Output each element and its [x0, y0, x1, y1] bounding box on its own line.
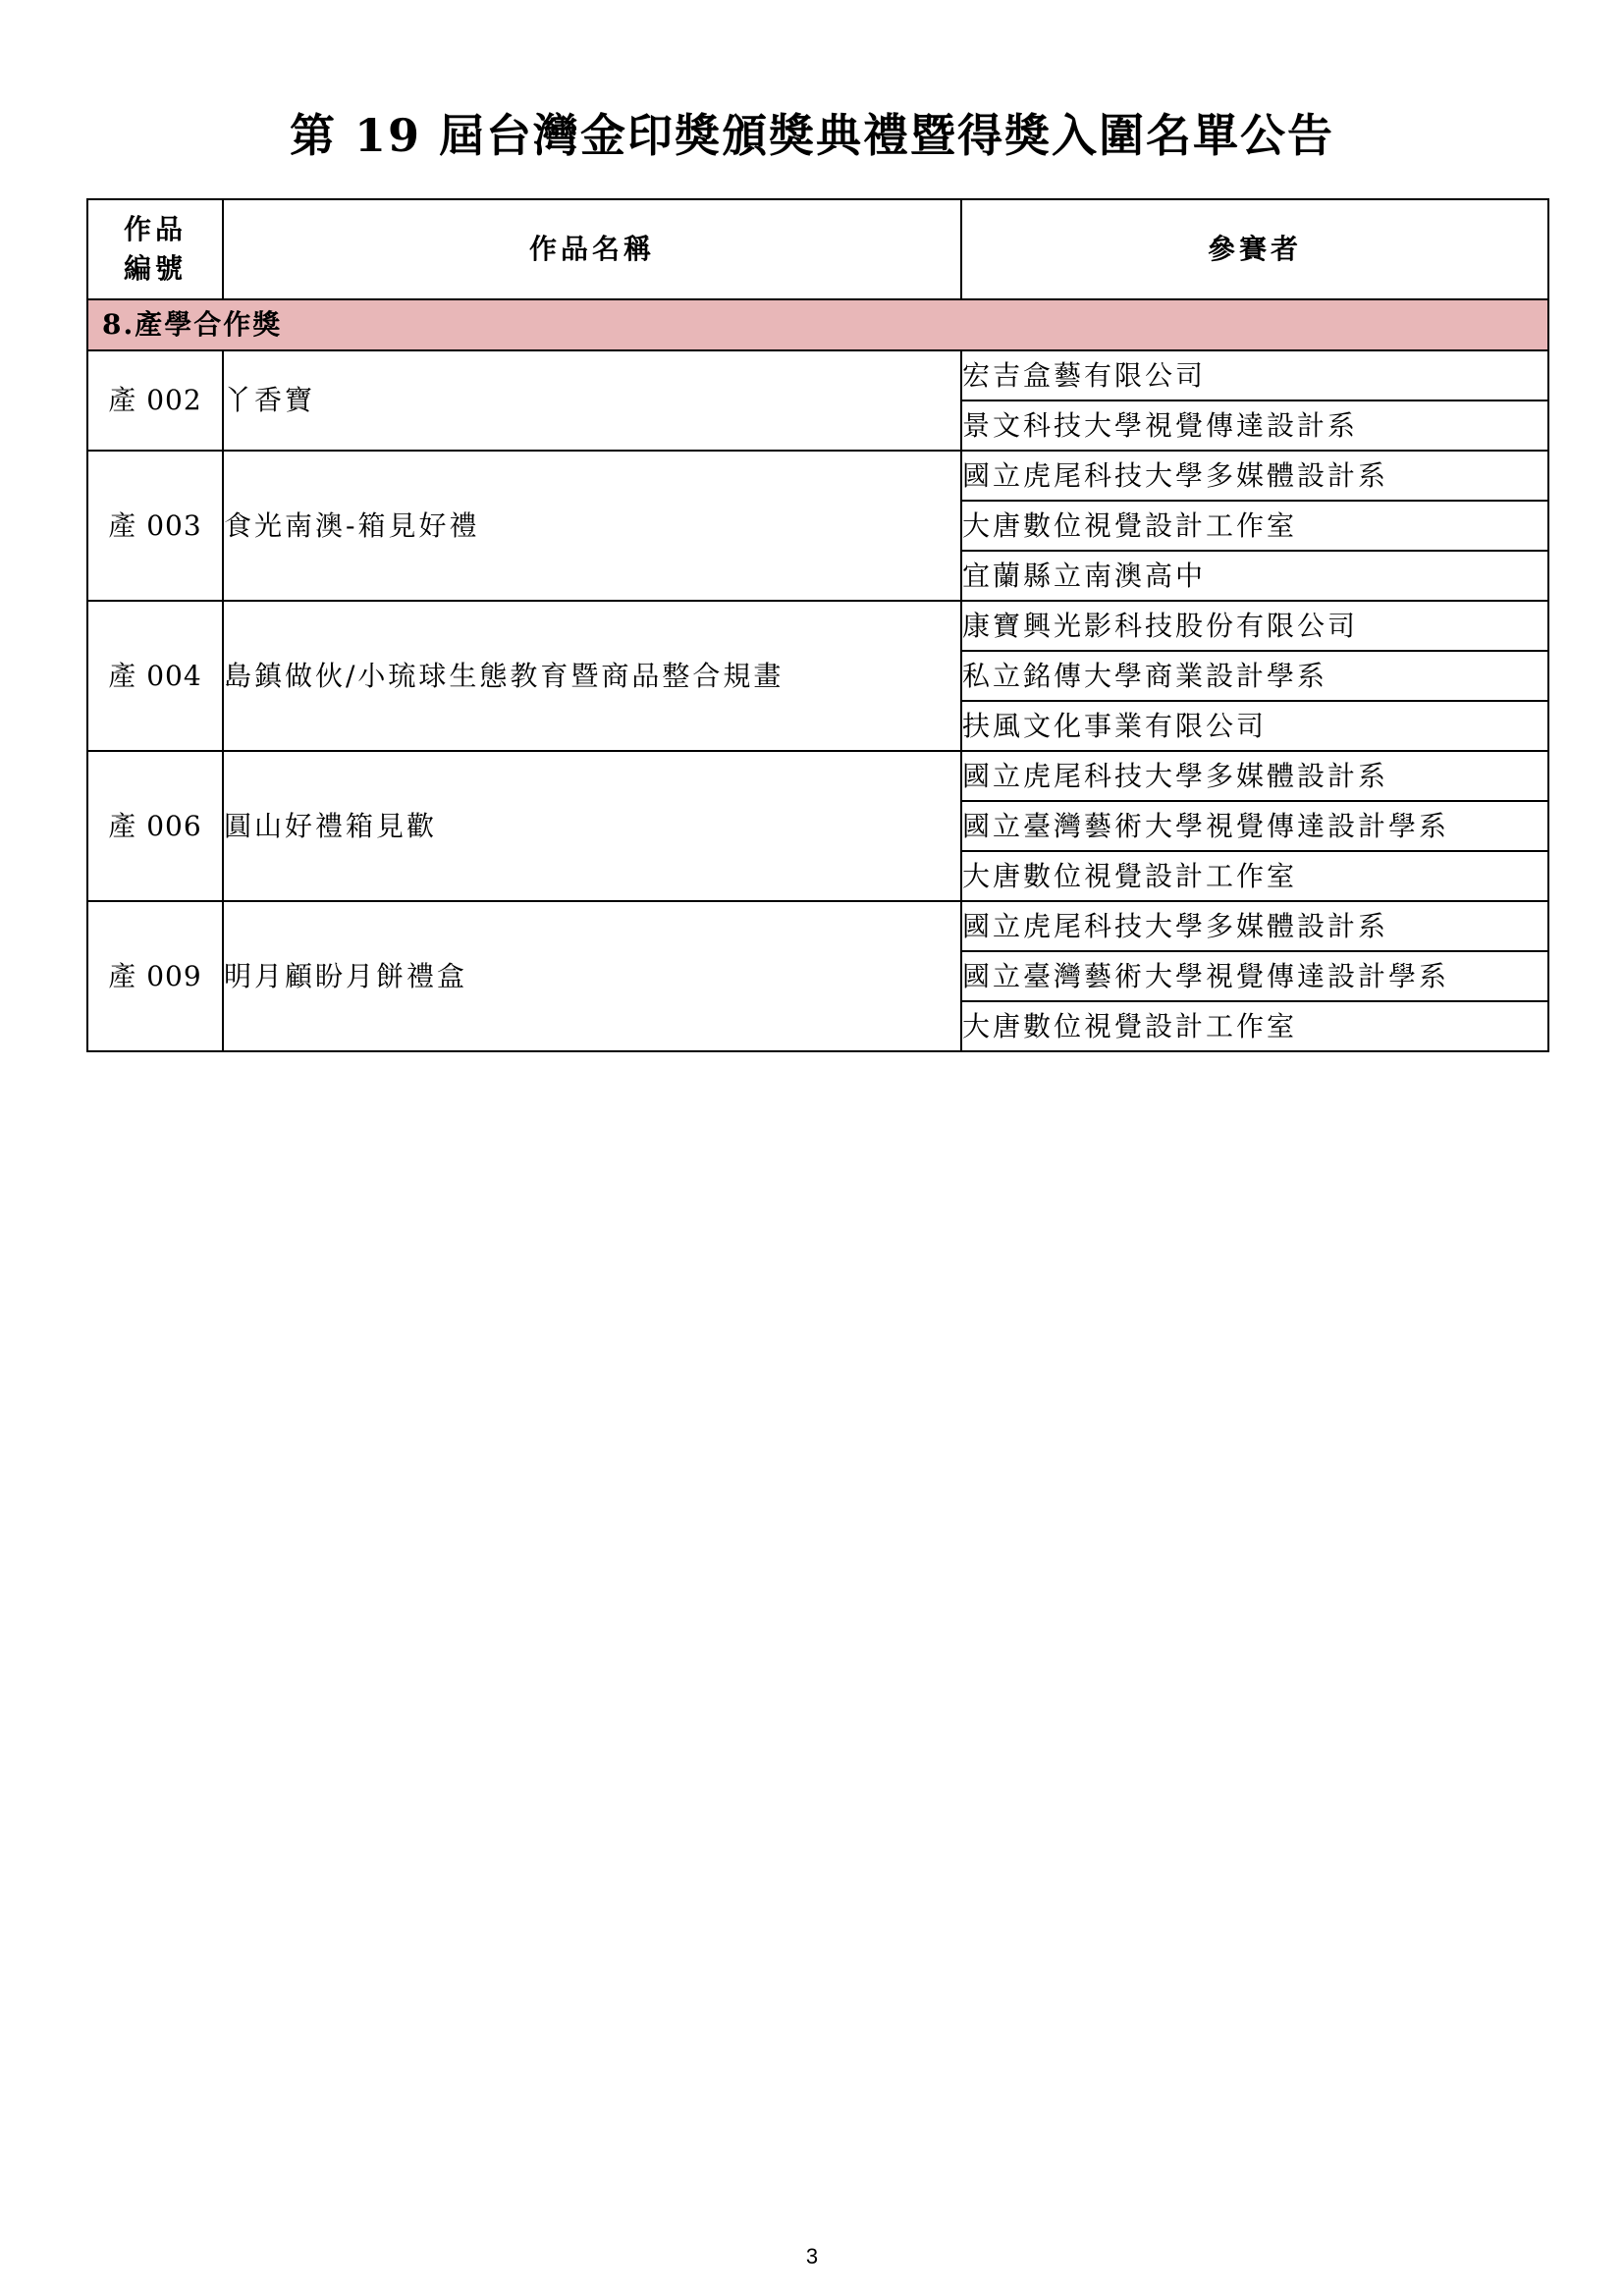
entrant: 景文科技大學視覺傳達設計系: [961, 400, 1548, 451]
table-row: [87, 350, 1548, 400]
table-row: [87, 901, 1548, 951]
entrant: 大唐數位視覺設計工作室: [961, 851, 1548, 901]
table-row: [87, 751, 1548, 801]
entrant: 大唐數位視覺設計工作室: [961, 501, 1548, 551]
page-title: 第 19 屆台灣金印獎頒獎典禮暨得獎入圍名單公告: [289, 109, 1335, 162]
work-name: 明月顧盼月餅禮盒: [223, 901, 961, 1051]
work-id: 產 009: [87, 901, 223, 1051]
category-label: 8.產學合作獎: [87, 299, 1548, 350]
entrant: 康寶興光影科技股份有限公司: [961, 601, 1548, 651]
work-name: 食光南澳-箱見好禮: [223, 451, 961, 601]
entrant: 國立虎尾科技大學多媒體設計系: [961, 901, 1548, 951]
header-work-id-line2: 編號: [123, 252, 187, 285]
header-work-id-line1: 作品: [123, 213, 187, 245]
table-row: [87, 601, 1548, 651]
entrant: 國立虎尾科技大學多媒體設計系: [961, 751, 1548, 801]
work-id: 產 002: [87, 350, 223, 451]
entrant: 國立臺灣藝術大學視覺傳達設計學系: [961, 951, 1548, 1001]
page-number: 3: [805, 2244, 819, 2269]
results-table: [86, 198, 1549, 1052]
header-work-name: 作品名稱: [223, 199, 961, 299]
header-entrant: 參賽者: [961, 199, 1548, 299]
entrant: 扶風文化事業有限公司: [961, 701, 1548, 751]
table-row: [87, 451, 1548, 501]
work-name: 圓山好禮箱見歡: [223, 751, 961, 901]
category-row: [87, 299, 1548, 350]
work-id: 產 006: [87, 751, 223, 901]
work-name: 島鎮做伙/小琉球生態教育暨商品整合規畫: [223, 601, 961, 751]
entrant: 國立臺灣藝術大學視覺傳達設計學系: [961, 801, 1548, 851]
work-name: 丫香寶: [223, 350, 961, 451]
entrant: 私立銘傳大學商業設計學系: [961, 651, 1548, 701]
header-work-id: [87, 199, 223, 299]
table-header-row: [87, 199, 1548, 299]
work-id: 產 003: [87, 451, 223, 601]
work-id: 產 004: [87, 601, 223, 751]
entrant: 國立虎尾科技大學多媒體設計系: [961, 451, 1548, 501]
entrant: 宏吉盒藝有限公司: [961, 350, 1548, 400]
entrant: 宜蘭縣立南澳高中: [961, 551, 1548, 601]
entrant: 大唐數位視覺設計工作室: [961, 1001, 1548, 1051]
